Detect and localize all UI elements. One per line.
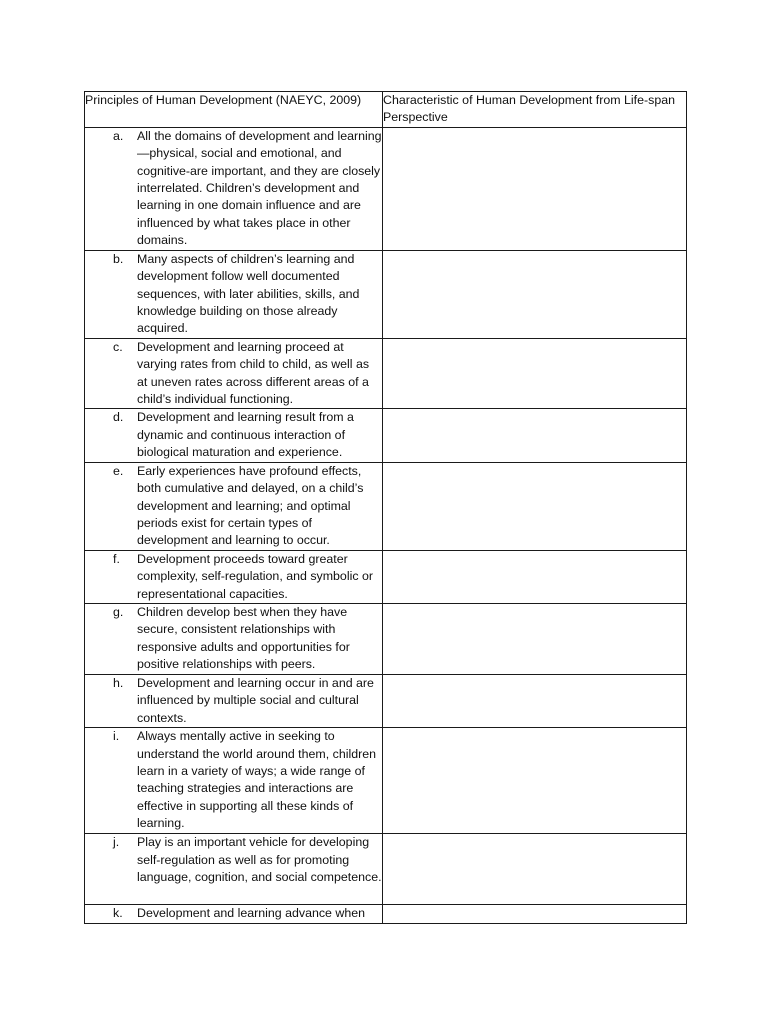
principle-text: Early experiences have profound effects, both cumulative and delayed, on a child’s development and learning; and optimal periods exist for certain types of development and learning to occur. <box>137 463 364 548</box>
principle-cell <box>85 603 383 674</box>
table-row <box>85 409 687 462</box>
header-principles: Principles of Human Development (NAEYC, 2009) <box>85 92 383 128</box>
principle-letter: j. <box>113 835 120 850</box>
principle-letter: g. <box>113 604 124 619</box>
principle-letter: a. <box>113 128 124 143</box>
principle-cell <box>85 728 383 834</box>
principle-cell <box>85 462 383 550</box>
table-row <box>85 127 687 250</box>
header-characteristic: Characteristic of Human Development from Life-span Perspective <box>383 92 687 128</box>
principle-letter: c. <box>113 339 123 354</box>
table-body <box>85 127 687 923</box>
table-row <box>85 462 687 550</box>
principle-cell <box>85 250 383 338</box>
principle-text: Development and learning proceed at varying rates from child to child, as well as at uneven rates across different areas of a child’s individual functioning. <box>137 339 370 407</box>
characteristic-cell[interactable] <box>383 603 687 674</box>
principle-letter: b. <box>113 251 124 266</box>
principle-letter: f. <box>113 551 120 566</box>
characteristic-cell[interactable] <box>383 409 687 462</box>
principle-text: Always mentally active in seeking to understand the world around them, children learn in a variety of ways; a wide range of teaching strategies and interactions are effective in supporting all these kinds of learning. <box>137 729 377 831</box>
principle-letter: i. <box>113 729 120 744</box>
principle-cell <box>85 905 383 923</box>
principle-text: Development and learning advance when <box>137 906 366 921</box>
principle-cell <box>85 834 383 905</box>
principle-text: Children develop best when they have secure, consistent relationships with responsive adults and opportunities for positive relationships with peers. <box>137 604 350 672</box>
characteristic-cell[interactable] <box>383 462 687 550</box>
characteristic-cell[interactable] <box>383 127 687 250</box>
characteristic-cell[interactable] <box>383 674 687 727</box>
characteristic-cell[interactable] <box>383 338 687 409</box>
table-row <box>85 674 687 727</box>
characteristic-cell[interactable] <box>383 834 687 905</box>
table-header-row <box>85 92 687 128</box>
table-row <box>85 250 687 338</box>
principle-text: Development and learning result from a dynamic and continuous interaction of biological maturation and experience. <box>137 410 354 460</box>
characteristic-cell[interactable] <box>383 250 687 338</box>
characteristic-cell[interactable] <box>383 905 687 923</box>
principle-cell <box>85 127 383 250</box>
characteristic-cell[interactable] <box>383 728 687 834</box>
principle-letter: e. <box>113 463 124 478</box>
table-row <box>85 603 687 674</box>
table-row <box>85 550 687 603</box>
principle-cell <box>85 674 383 727</box>
principle-letter: k. <box>113 906 123 921</box>
principle-cell <box>85 409 383 462</box>
characteristic-cell[interactable] <box>383 550 687 603</box>
table-row <box>85 728 687 834</box>
principle-text: Many aspects of children’s learning and development follow well documented sequences, with later abilities, skills, and knowledge building on those already acquired. <box>137 251 360 336</box>
table-row <box>85 834 687 905</box>
principle-letter: h. <box>113 675 124 690</box>
principle-cell <box>85 338 383 409</box>
principle-cell <box>85 550 383 603</box>
principle-text: Development proceeds toward greater complexity, self-regulation, and symbolic or representational capacities. <box>137 551 373 601</box>
principle-text: All the domains of development and learning—physical, social and emotional, and cognitive-are important, and they are closely interrelated. Children’s development and learning in one domain influence and are influenced by what takes place in other domains. <box>137 128 382 248</box>
principles-document <box>84 91 686 924</box>
principles-table <box>84 91 687 924</box>
table-row <box>85 338 687 409</box>
principle-text: Play is an important vehicle for developing self-regulation as well as for promoting language, cognition, and social competence. <box>137 835 382 884</box>
principle-letter: d. <box>113 410 124 425</box>
table-row <box>85 905 687 923</box>
principle-text: Development and learning occur in and are influenced by multiple social and cultural contexts. <box>137 675 374 725</box>
